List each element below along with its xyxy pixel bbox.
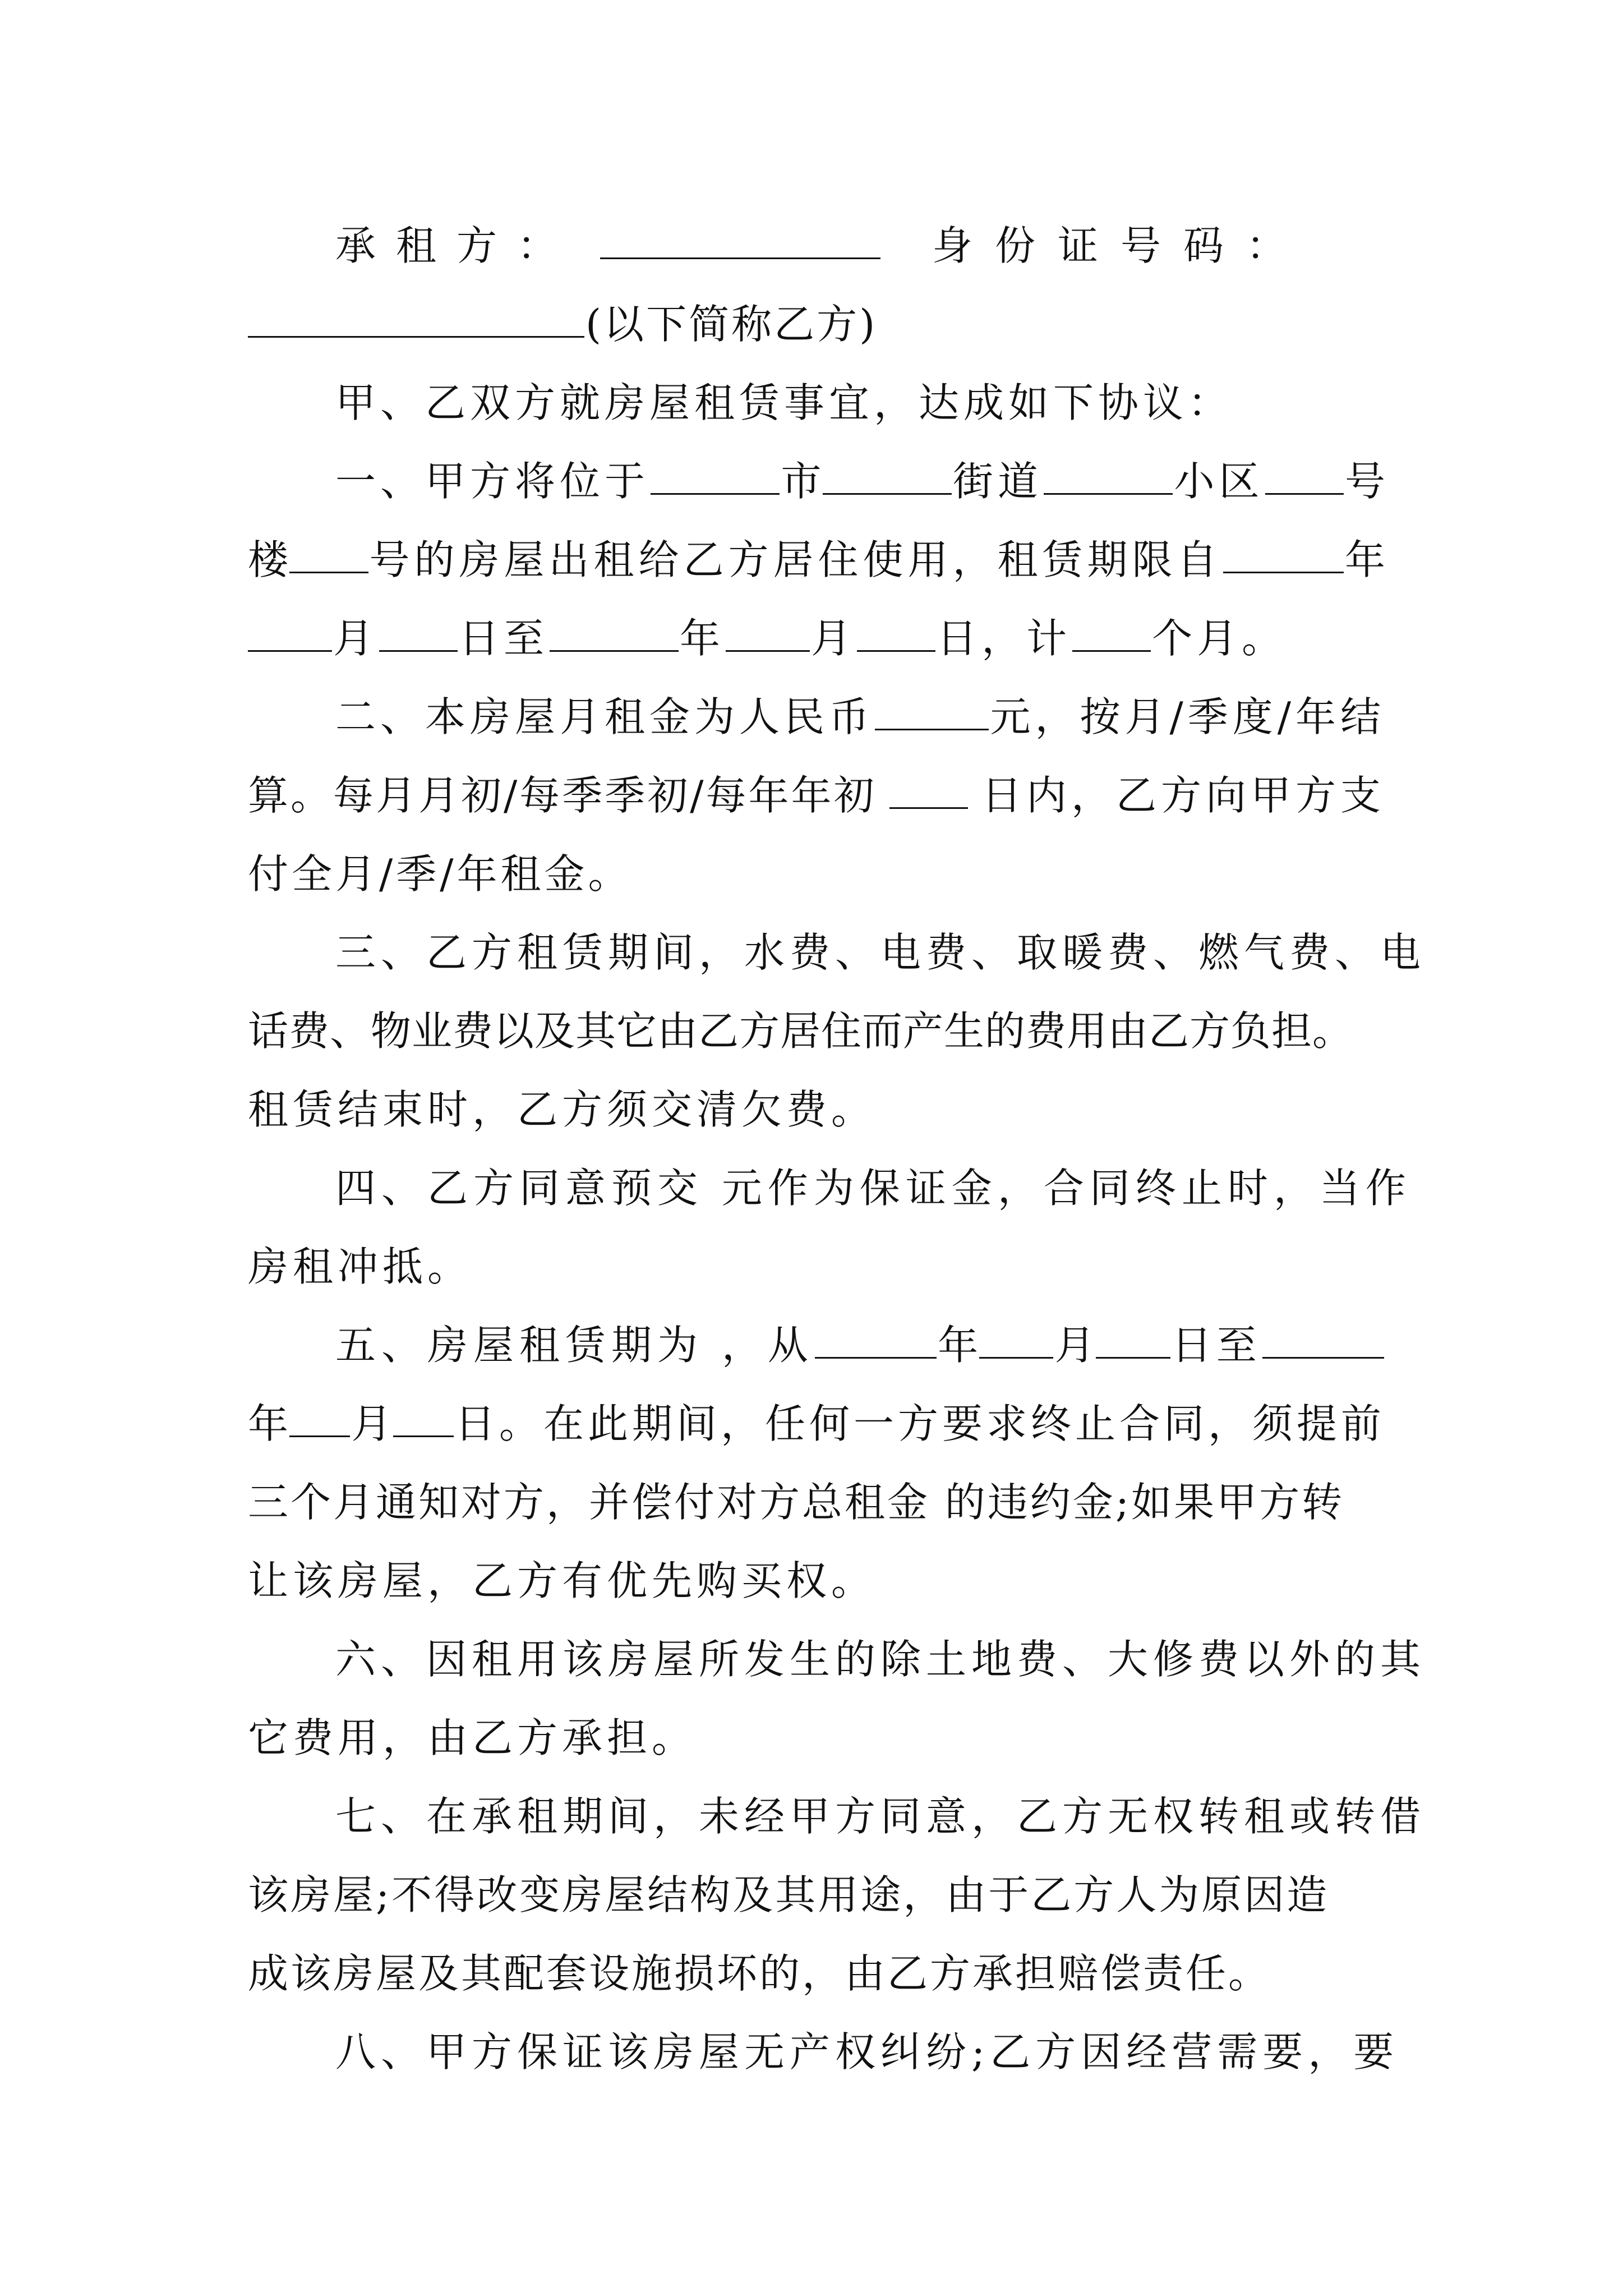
period-end-month-blank[interactable] bbox=[289, 1400, 350, 1437]
clause5-text-4: 让该房屋，乙方有优先购买权。 bbox=[248, 1557, 877, 1604]
lessee-label: 承租方： bbox=[335, 222, 578, 269]
clause1-text-c: 街道 bbox=[952, 458, 1043, 505]
street-blank[interactable] bbox=[823, 457, 952, 495]
clause6-line1 bbox=[248, 1620, 1426, 1699]
lessee-line-2 bbox=[248, 285, 1385, 364]
clause1-text-i: 月 bbox=[333, 615, 379, 662]
clause7-line2 bbox=[248, 1856, 1385, 1934]
clause4-line2 bbox=[248, 1227, 1385, 1306]
community-blank[interactable] bbox=[1044, 457, 1173, 495]
clause3-text-1: 三、乙方租赁期间，水费、电费、取暖费、燃气费、电 bbox=[335, 929, 1426, 976]
clause7-line1 bbox=[248, 1777, 1426, 1856]
clause1-line1 bbox=[248, 442, 1385, 521]
lessee-name-blank[interactable] bbox=[600, 222, 880, 259]
clause3-line3 bbox=[248, 1070, 1385, 1149]
clause5-text-f: 月 bbox=[351, 1400, 392, 1447]
building-number-blank[interactable] bbox=[1265, 457, 1344, 495]
clause7-text-1: 七、在承租期间，未经甲方同意，乙方无权转租或转借 bbox=[335, 1793, 1426, 1840]
period-start-year-blank[interactable] bbox=[815, 1321, 937, 1359]
clause1-text-k: 年 bbox=[680, 615, 725, 662]
clause5-line2 bbox=[248, 1384, 1385, 1463]
lessee-line bbox=[248, 206, 1385, 285]
clause7-text-3: 成该房屋及其配套设施损坏的，由乙方承担赔偿责任。 bbox=[248, 1950, 1271, 1997]
clause5-text-b: 年 bbox=[938, 1322, 979, 1369]
city-blank[interactable] bbox=[651, 457, 780, 495]
clause5-text-3: 三个月通知对方，并偿付对方总租金 的违约金;如果甲方转 bbox=[248, 1479, 1345, 1526]
id-number-label: 身份证号码： bbox=[932, 222, 1310, 269]
contract-body bbox=[248, 206, 1426, 2091]
clause5-line4 bbox=[248, 1542, 1385, 1620]
lessee-suffix: (以下简称乙方) bbox=[585, 301, 878, 348]
clause1-text-n: 个月。 bbox=[1152, 615, 1287, 662]
clause1-text-j: 日至 bbox=[459, 615, 549, 662]
month-count-blank[interactable] bbox=[1072, 614, 1151, 652]
clause7-text-2: 该房屋;不得改变房屋结构及其用途，由于乙方人为原因造 bbox=[248, 1871, 1330, 1918]
payment-day-blank[interactable] bbox=[889, 771, 968, 809]
start-day-blank[interactable] bbox=[379, 614, 458, 652]
clause3-text-2: 话费、物业费以及其它由乙方居住而产生的费用由乙方负担。 bbox=[248, 1007, 1354, 1055]
start-month-blank[interactable] bbox=[248, 614, 332, 652]
period-start-day-blank[interactable] bbox=[1096, 1321, 1170, 1359]
clause5-text-d: 日至 bbox=[1171, 1322, 1261, 1369]
rent-amount-blank[interactable] bbox=[875, 693, 989, 730]
clause3-text-3: 租赁结束时，乙方须交清欠费。 bbox=[248, 1086, 877, 1133]
clause4-text-2: 房租冲抵。 bbox=[248, 1243, 473, 1290]
clause7-line3 bbox=[248, 1934, 1385, 2013]
clause6-text-1: 六、因租用该房屋所发生的除土地费、大修费以外的其 bbox=[335, 1636, 1426, 1683]
clause5-line1 bbox=[248, 1306, 1385, 1384]
clause3-line1 bbox=[248, 913, 1426, 992]
clause1-text-d: 小区 bbox=[1174, 458, 1264, 505]
clause2-line1 bbox=[248, 678, 1385, 756]
room-number-blank[interactable] bbox=[289, 536, 368, 573]
clause1-text-f: 楼 bbox=[248, 536, 289, 583]
clause2-text-e: 付全月/季/年租金。 bbox=[248, 850, 632, 898]
clause4-line1 bbox=[248, 1149, 1412, 1227]
clause1-text-g: 号的房屋出租给乙方居住使用，租赁期限自 bbox=[369, 536, 1222, 583]
clause2-text-c: 算。每月月初/每季季初/每年年初 bbox=[248, 772, 877, 819]
clause2-text-a: 二、本房屋月租金为人民币 bbox=[335, 693, 874, 740]
clause1-text-h: 年 bbox=[1344, 536, 1385, 583]
clause1-text-e: 号 bbox=[1344, 458, 1385, 505]
clause5-text-c: 月 bbox=[1054, 1322, 1095, 1369]
start-year-blank[interactable] bbox=[1223, 536, 1344, 573]
clause2-line3 bbox=[248, 835, 1385, 913]
clause5-text-e: 年 bbox=[248, 1400, 289, 1447]
clause1-text-a: 一、甲方将位于 bbox=[335, 458, 650, 505]
clause4-text-1: 四、乙方同意预交 元作为保证金，合同终止时，当作 bbox=[335, 1165, 1412, 1212]
end-day-blank[interactable] bbox=[857, 614, 935, 652]
intro-line bbox=[248, 364, 1385, 442]
clause5-text-a: 五、房屋租赁期为 ，从 bbox=[335, 1322, 814, 1369]
period-start-month-blank[interactable] bbox=[979, 1321, 1053, 1359]
clause2-text-d: 日内，乙方向甲方支 bbox=[981, 772, 1385, 819]
clause3-line2 bbox=[248, 992, 1385, 1070]
clause2-line2 bbox=[248, 756, 1385, 835]
clause1-text-m: 日，计 bbox=[937, 615, 1072, 662]
clause1-line2 bbox=[248, 521, 1385, 599]
period-end-year-blank[interactable] bbox=[1262, 1321, 1384, 1359]
clause8-line1 bbox=[248, 2013, 1399, 2091]
clause2-text-b: 元，按月/季度/年结 bbox=[990, 693, 1385, 740]
clause6-text-2: 它费用，由乙方承担。 bbox=[248, 1714, 697, 1761]
intro-text: 甲、乙双方就房屋租赁事宜，达成如下协议： bbox=[335, 379, 1233, 426]
end-month-blank[interactable] bbox=[726, 614, 810, 652]
period-end-day-blank[interactable] bbox=[393, 1400, 454, 1437]
end-year-blank[interactable] bbox=[550, 614, 679, 652]
clause8-text-1: 八、甲方保证该房屋无产权纠纷;乙方因经营需要，要 bbox=[335, 2028, 1399, 2076]
clause1-line3 bbox=[248, 599, 1385, 678]
clause5-line3 bbox=[248, 1463, 1385, 1542]
clause6-line2 bbox=[248, 1699, 1385, 1777]
clause1-text-l: 月 bbox=[811, 615, 856, 662]
clause1-text-b: 市 bbox=[781, 458, 822, 505]
id-number-blank[interactable] bbox=[248, 300, 584, 338]
clause5-text-g: 日。在此期间，任何一方要求终止合同，须提前 bbox=[454, 1400, 1385, 1447]
